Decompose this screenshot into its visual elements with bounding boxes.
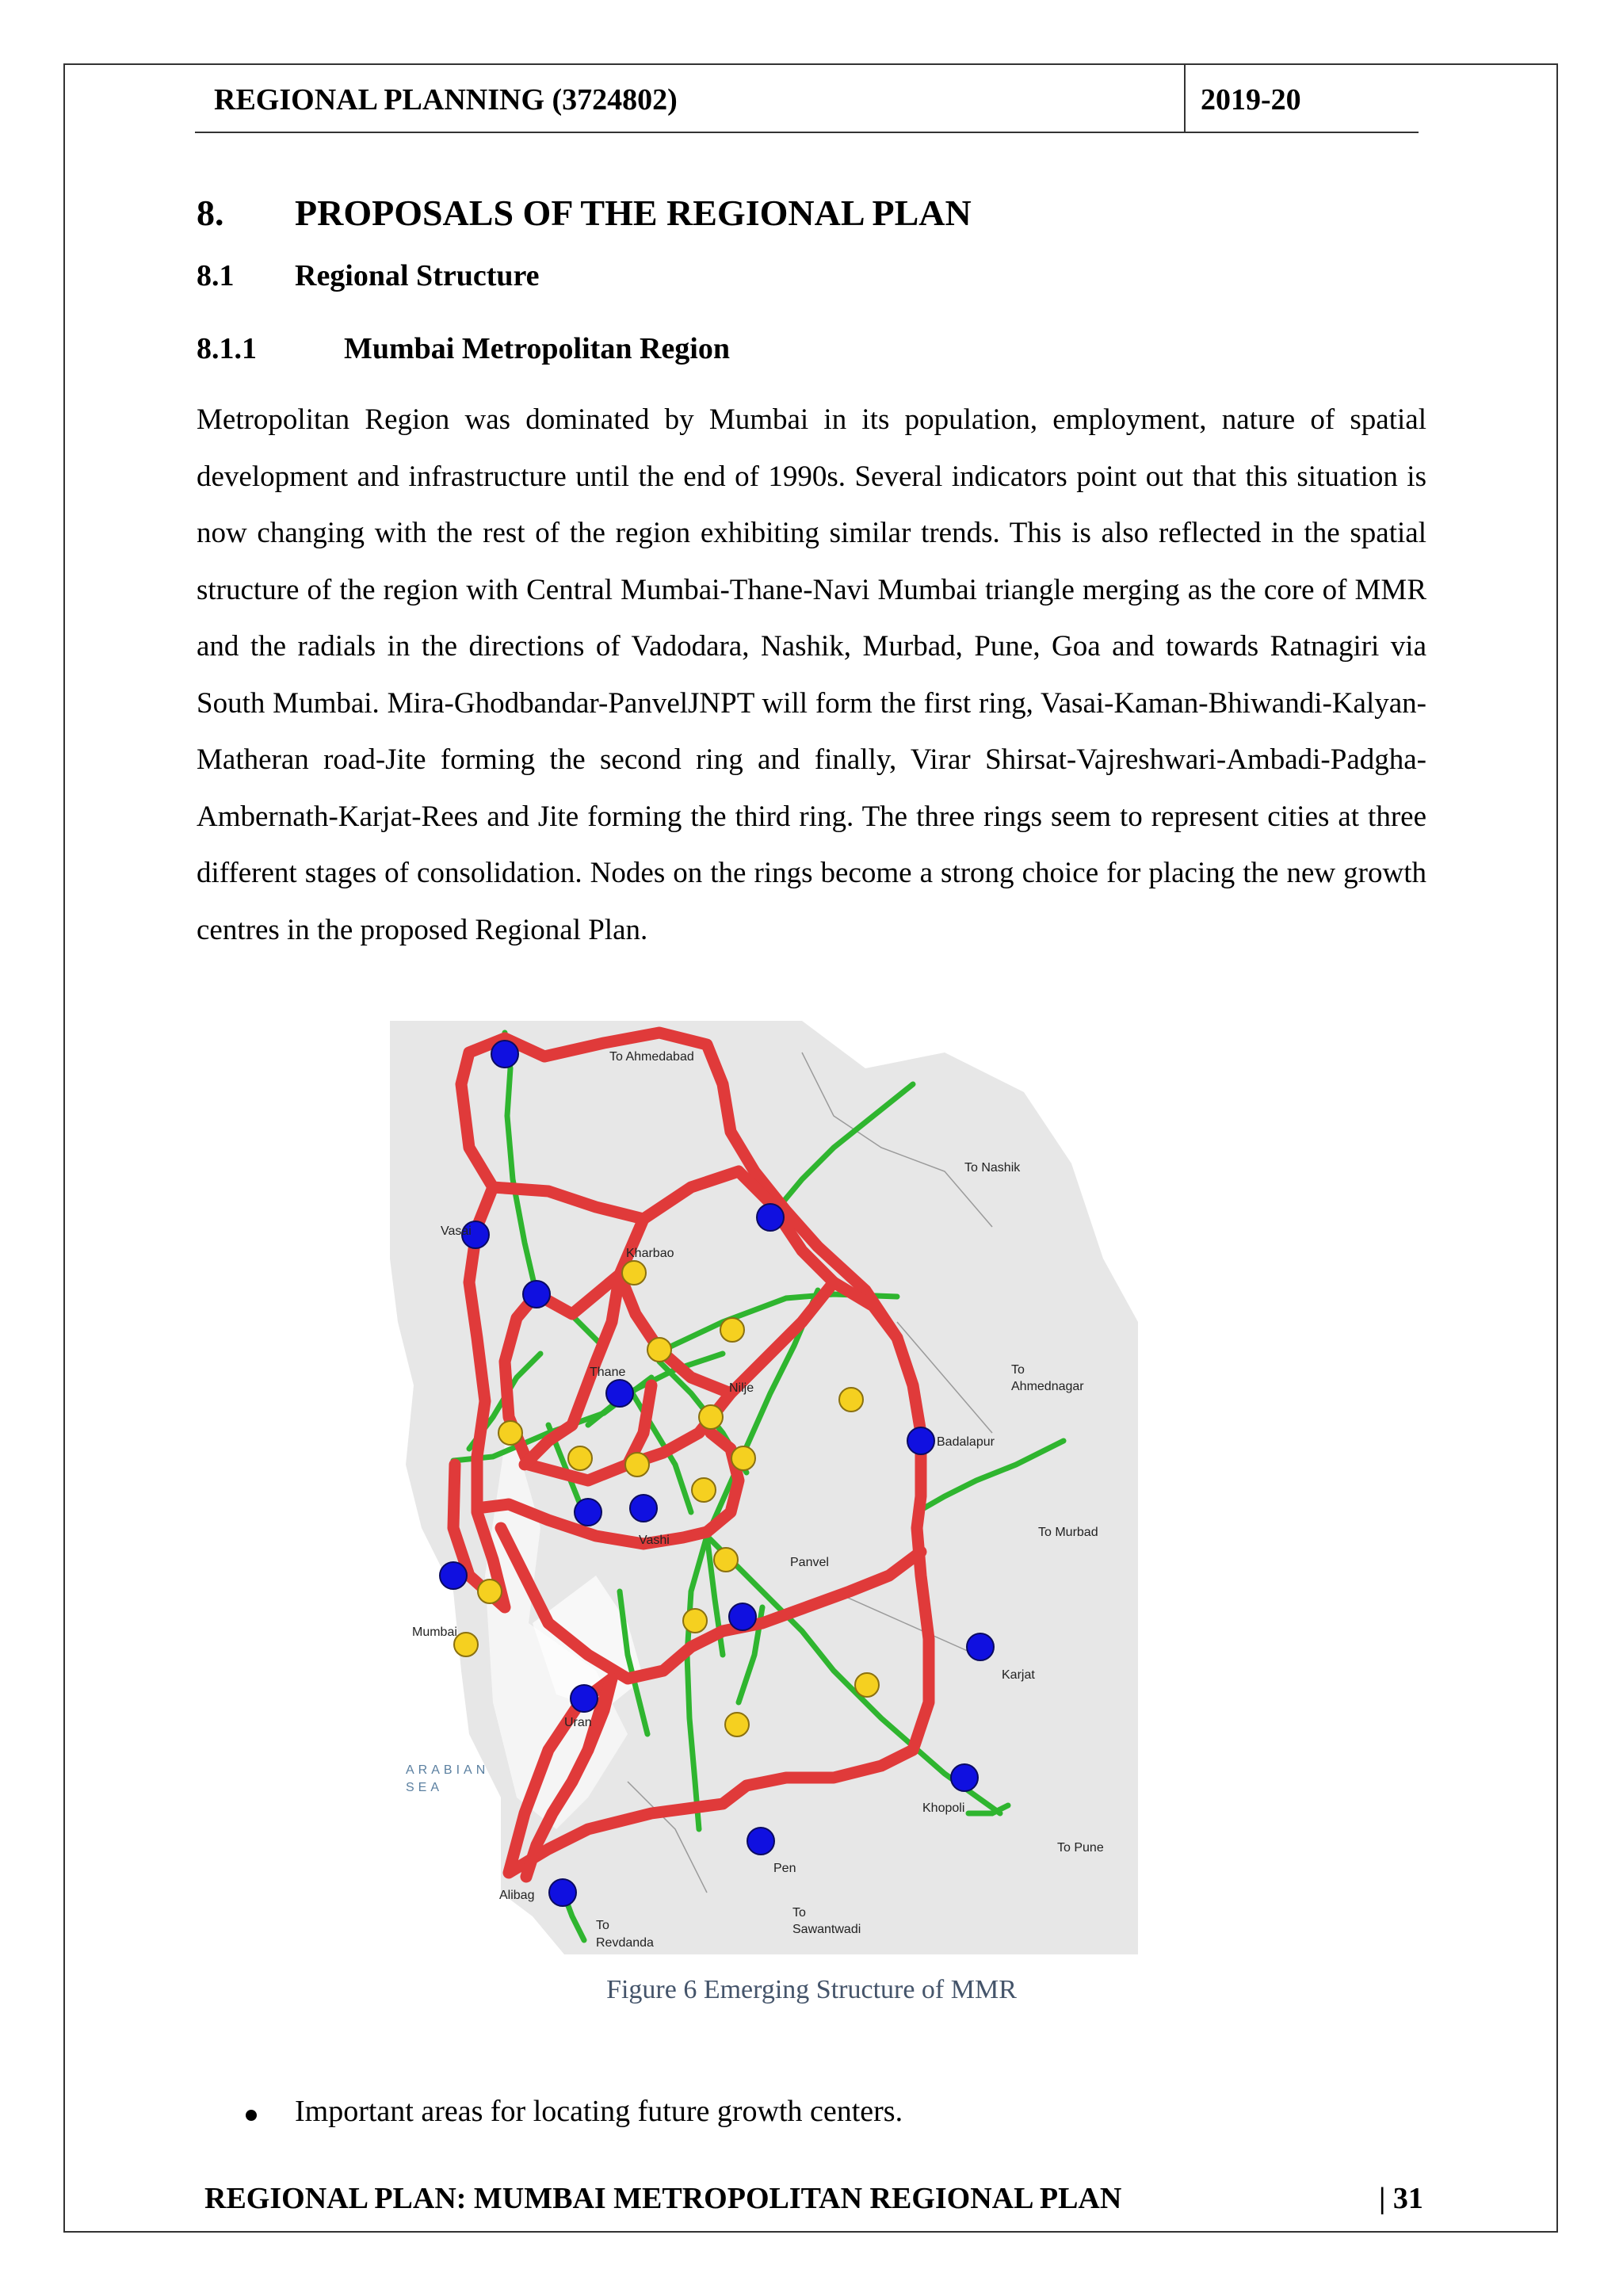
node-alibag [549, 1879, 576, 1906]
label-khopoli: Khopoli [922, 1801, 965, 1815]
node-mumbai-south [454, 1633, 478, 1656]
section-heading [197, 192, 972, 234]
footer-page-number: | 31 [1379, 2182, 1423, 2215]
node-nilje [699, 1405, 723, 1429]
node-badalapur [907, 1427, 934, 1454]
header-divider [1184, 65, 1186, 133]
label-to-revdanda-1: To [596, 1919, 609, 1932]
node-vashi-east [630, 1495, 657, 1522]
node-panvel [729, 1603, 756, 1630]
node-khopoli [951, 1764, 978, 1791]
bullet-text: Important areas for locating future growth centers. [295, 2095, 903, 2128]
node-nilje-south [731, 1446, 755, 1470]
node-kharbao-west [523, 1281, 550, 1308]
mmr-structure-map [390, 1021, 1138, 1954]
node-nilje-north [720, 1318, 744, 1342]
label-to-pune: To Pune [1057, 1841, 1104, 1855]
label-alibag: Alibag [499, 1889, 535, 1902]
label-uran: Uran [564, 1716, 592, 1729]
subsubsection-heading [197, 331, 730, 366]
node-thane [606, 1380, 633, 1407]
node-mumbai [440, 1562, 467, 1589]
section-title: PROPOSALS OF THE REGIONAL PLAN [295, 193, 972, 233]
node-nashik-junction [757, 1204, 784, 1231]
node-ghodbandar [568, 1446, 592, 1470]
section-number: 8. [197, 193, 224, 233]
node-panvel-west [714, 1548, 738, 1572]
label-arabian: ARABIAN [406, 1763, 490, 1777]
node-jnpt [683, 1609, 707, 1633]
label-to-nashik: To Nashik [964, 1161, 1021, 1175]
label-to-murbad: To Murbad [1038, 1526, 1098, 1539]
label-karjat: Karjat [1002, 1668, 1035, 1682]
label-kharbao: Kharbao [626, 1247, 674, 1260]
label-to-ahmednagar-1: To [1011, 1363, 1025, 1377]
label-thane: Thane [590, 1366, 626, 1379]
node-pen [747, 1828, 774, 1855]
label-to-sawantwadi-1: To [792, 1906, 806, 1920]
node-west-ring [498, 1421, 522, 1445]
footer-title: REGIONAL PLAN: MUMBAI METROPOLITAN REGIONAL PLAN [204, 2182, 1122, 2215]
label-nilje: Nilje [729, 1381, 754, 1395]
label-to-ahmednagar-2: Ahmednagar [1011, 1380, 1084, 1393]
node-kharbao [622, 1261, 646, 1285]
subsection-number: 8.1 [197, 259, 235, 292]
label-to-ahmedabad: To Ahmedabad [609, 1050, 694, 1064]
label-mumbai: Mumbai [412, 1626, 457, 1639]
header-course: REGIONAL PLANNING (3724802) [214, 83, 678, 117]
node-central [625, 1453, 649, 1477]
label-panvel: Panvel [790, 1556, 829, 1569]
header-year: 2019-20 [1201, 83, 1301, 117]
label-to-revdanda-2: Revdanda [596, 1936, 654, 1950]
label-badalapur: Badalapur [937, 1435, 995, 1449]
subsubsection-title: Mumbai Metropolitan Region [344, 332, 730, 365]
subsubsection-number: 8.1.1 [197, 332, 257, 365]
node-karjat-west [855, 1673, 879, 1697]
node-thane-north [647, 1338, 671, 1362]
header-rule [195, 132, 1419, 133]
bullet-dot [246, 2110, 257, 2121]
body-paragraph: Metropolitan Region was dominated by Mumbai in its population, employment, nature of spatial development and infrastructure until the end of 1990s. Several indicators point out that this situation is now changing with the rest of the region exhibiting similar trends. This is also reflected in the spatial structure of the region with Central Mumbai-Thane-Navi Mumbai triangle merging as the core of MMR and the radials in the directions of Vadodara, Nashik, Murbad, Pune, Goa and towards Ratnagiri via South Mumbai. Mira-Ghodbandar-PanvelJNPT will form the first ring, Vasai-Kaman-Bhiwandi-Kalyan-Matheran road-Jite forming the second ring and finally, Virar Shirsat-Vajreshwari-Ambadi-Padgha-Ambernath-Karjat-Rees and Jite forming the third ring. The three rings seem to represent cities at three different stages of consolidation. Nodes on the rings become a strong choice for placing the new growth centres in the proposed Regional Plan. [197, 403, 1426, 946]
node-karjat [967, 1633, 994, 1660]
node-panvel-north [692, 1478, 716, 1502]
label-vasai: Vasai [441, 1224, 472, 1238]
node-east-ring [839, 1388, 863, 1412]
node-mumbai-east [478, 1580, 502, 1603]
node-vashi-west [575, 1499, 601, 1526]
subsection-heading [197, 258, 540, 293]
label-vashi: Vashi [639, 1534, 670, 1547]
label-sea: SEA [406, 1781, 444, 1794]
node-uran [571, 1685, 598, 1712]
label-to-sawantwadi-2: Sawantwadi [792, 1923, 861, 1936]
label-pen: Pen [773, 1862, 796, 1875]
figure-caption: Figure 6 Emerging Structure of MMR [606, 1975, 1017, 2004]
node-pen-north [725, 1713, 749, 1736]
node-ahmedabad-junction [491, 1041, 518, 1068]
subsection-title: Regional Structure [295, 259, 540, 292]
